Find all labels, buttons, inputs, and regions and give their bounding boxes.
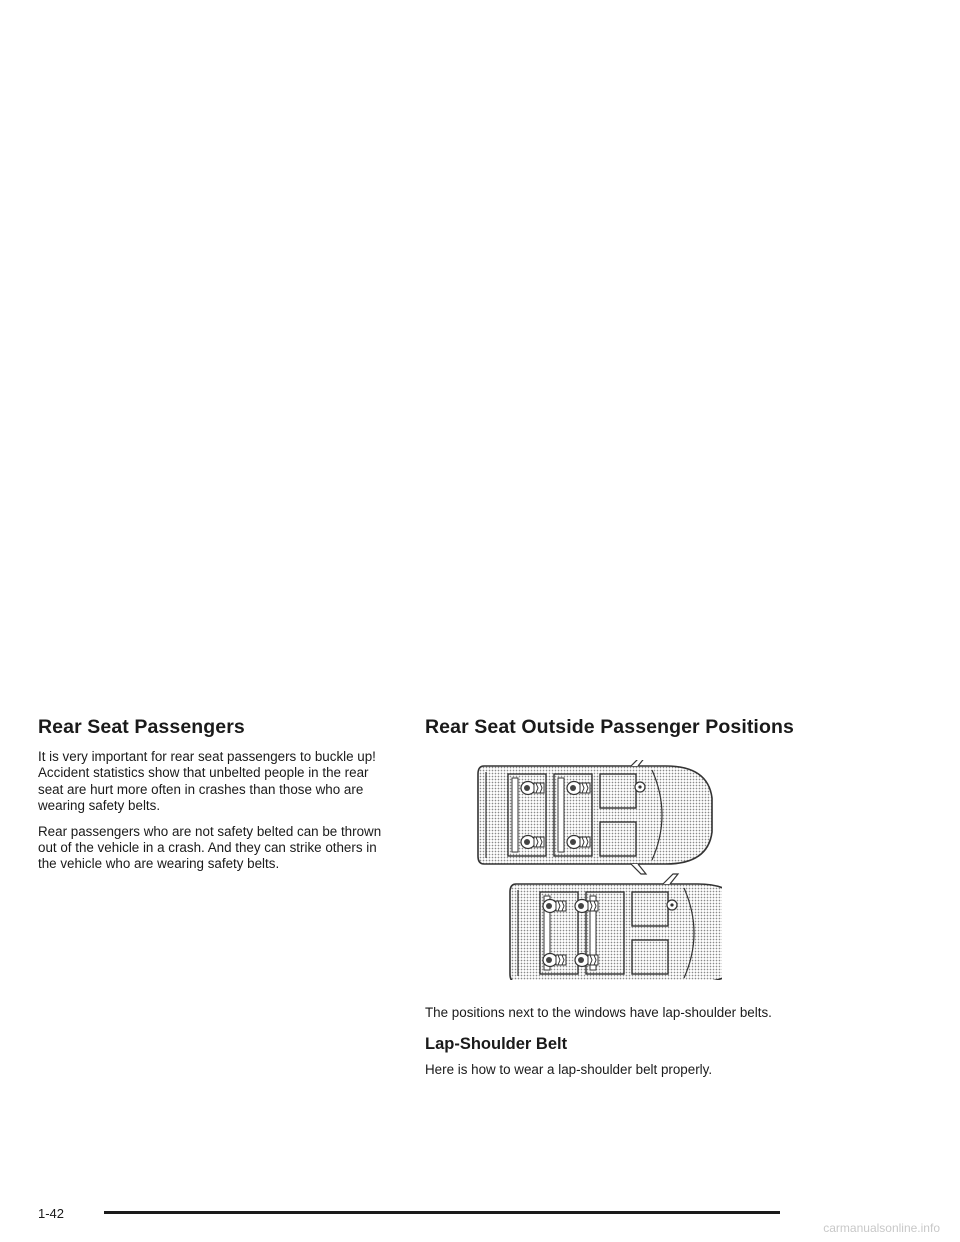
paragraph-1: It is very important for rear seat passengers to buckle up! Accident statistics show that unbelted people in the rear seat are hurt more often in crashes than those who are wearing safety belts. [38, 749, 376, 814]
section-heading-rear-seat-passengers: Rear Seat Passengers [38, 716, 245, 738]
vehicle-top-view-1 [478, 760, 712, 874]
watermark-text: carmanualsonline.info [823, 1221, 940, 1235]
figure-caption: The positions next to the windows have lap-shoulder belts. [425, 1005, 772, 1020]
subheading-lap-shoulder-belt: Lap-Shoulder Belt [425, 1035, 568, 1054]
footer-rule [104, 1211, 780, 1214]
section-heading-outside-positions: Rear Seat Outside Passenger Positions [425, 716, 794, 738]
left-column [38, 716, 388, 882]
paragraph-2: Rear passengers who are not safety belted can be thrown out of the vehicle in a crash. And they can strike others in the vehicle who are wearing safety belts. [38, 823, 382, 872]
page-number: 1-42 [38, 1206, 65, 1221]
vehicle-seating-illustration [476, 760, 722, 980]
lap-shoulder-paragraph: Here is how to wear a lap-shoulder belt properly. [425, 1062, 713, 1078]
vehicle-top-view-2 [510, 874, 722, 980]
